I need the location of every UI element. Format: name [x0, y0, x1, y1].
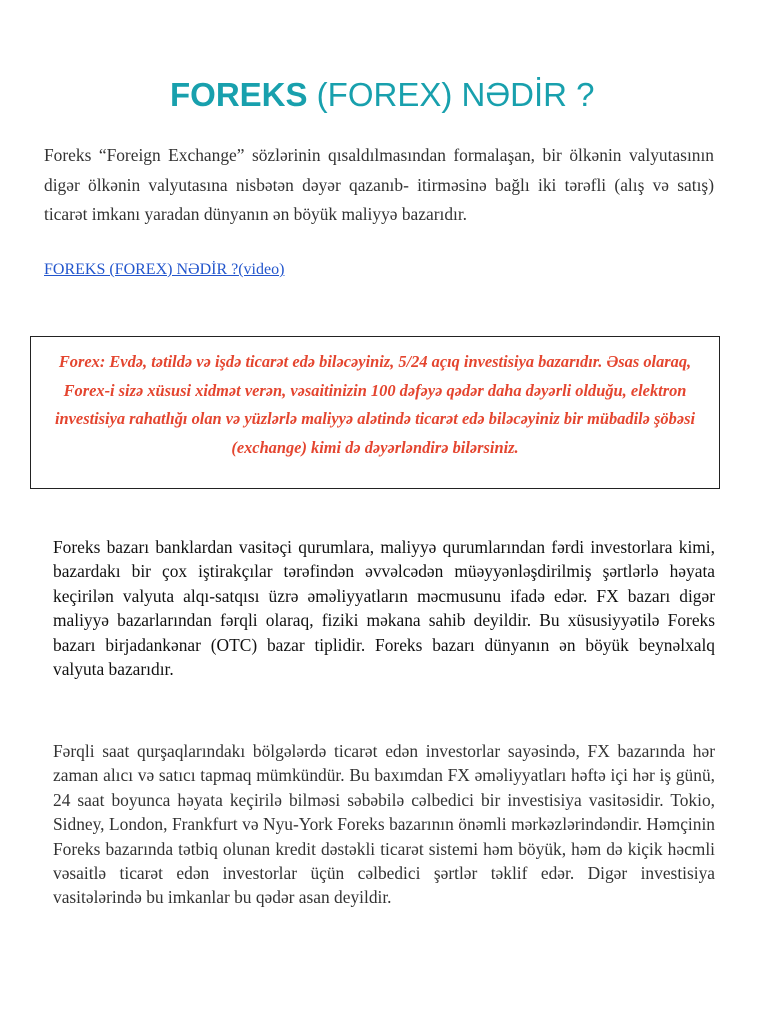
- intro-paragraph: Foreks “Foreign Exchange” sözlərinin qısaldılmasından formalaşan, bir ölkənin valyutasının digər ölkənin valyutasına nisbətən dəyər qazanıb- itirməsinə bağlı iki tərəfli (alış və satış) ticarət imkanı yaradan dünyanın ən böyük maliyyə bazarıdır.: [44, 145, 714, 224]
- body-paragraph-2: Fərqli saat qurşaqlarındakı bölgələrdə ticarət edən investorlar sayəsində, FX bazarında hər zaman alıcı və satıcı tapmaq mümkündür. Bu baxımdan FX əməliyyatları həftə içi hər iş günü, 24 saat boyunca həyata keçirilə bilməsi səbəbilə cəlbedici bir investisiya vasitəsidir. Tokio, Sidney, London, Frankfurt və Nyu-York Foreks bazarının önəmli mərkəzlərindəndir. Həmçinin Foreks bazarında tətbiq olunan kredit dəstəkli ticarət sistemi həm böyük, həm də kiçik həcmli vəsaitlə ticarət edən investorlar üçün cəlbedici şərtlər təklif edər. Digər investisiya vasitələrində bu imkanlar bu qədər asan deyildir.: [53, 741, 715, 908]
- page-title-bold: FOREKS: [170, 76, 308, 113]
- callout-box: [30, 336, 720, 489]
- page-title: [170, 76, 730, 114]
- callout-text: Forex: Evdə, tətildə və işdə ticarət edə biləcəyiniz, 5/24 açıq investisiya bazarıdır. Əsas olaraq, Forex-i sizə xüsusi xidmət verən, vəsaitinizin 100 dəfəyə qədər daha dəyərli olduğu, elektron investisiya rahatlığı olan və yüzlərlə maliyyə alətində ticarət edə biləcəyiniz bir mübadilə şöbəsi (exchange) kimi də dəyərləndirə bilərsiniz.: [54, 352, 696, 457]
- video-link[interactable]: FOREKS (FOREX) NƏDİR ?(video): [44, 261, 285, 278]
- body-paragraph-1: Foreks bazarı banklardan vasitəçi qurumlara, maliyyə qurumlarından fərdi investorlara kimi, bazardakı bir çox iştirakçılar tərəfindən əvvəlcədən müəyyənləşdirilmiş şərtlərlə həyata keçirilən valyuta alqı-satqısı üzrə əməliyyatların məcmusunu ifadə edər. FX bazarı digər maliyyə bazarlarından fərqli olaraq, fiziki məkana sahib deyildir. Bu xüsusiyyətilə Foreks bazarı birjadankənar (OTC) bazar tiplidir. Foreks bazarı dünyanın ən böyük beynəlxalq valyuta bazarıdır.: [53, 537, 715, 680]
- page-title-rest: (FOREX) NƏDİR ?: [307, 76, 595, 113]
